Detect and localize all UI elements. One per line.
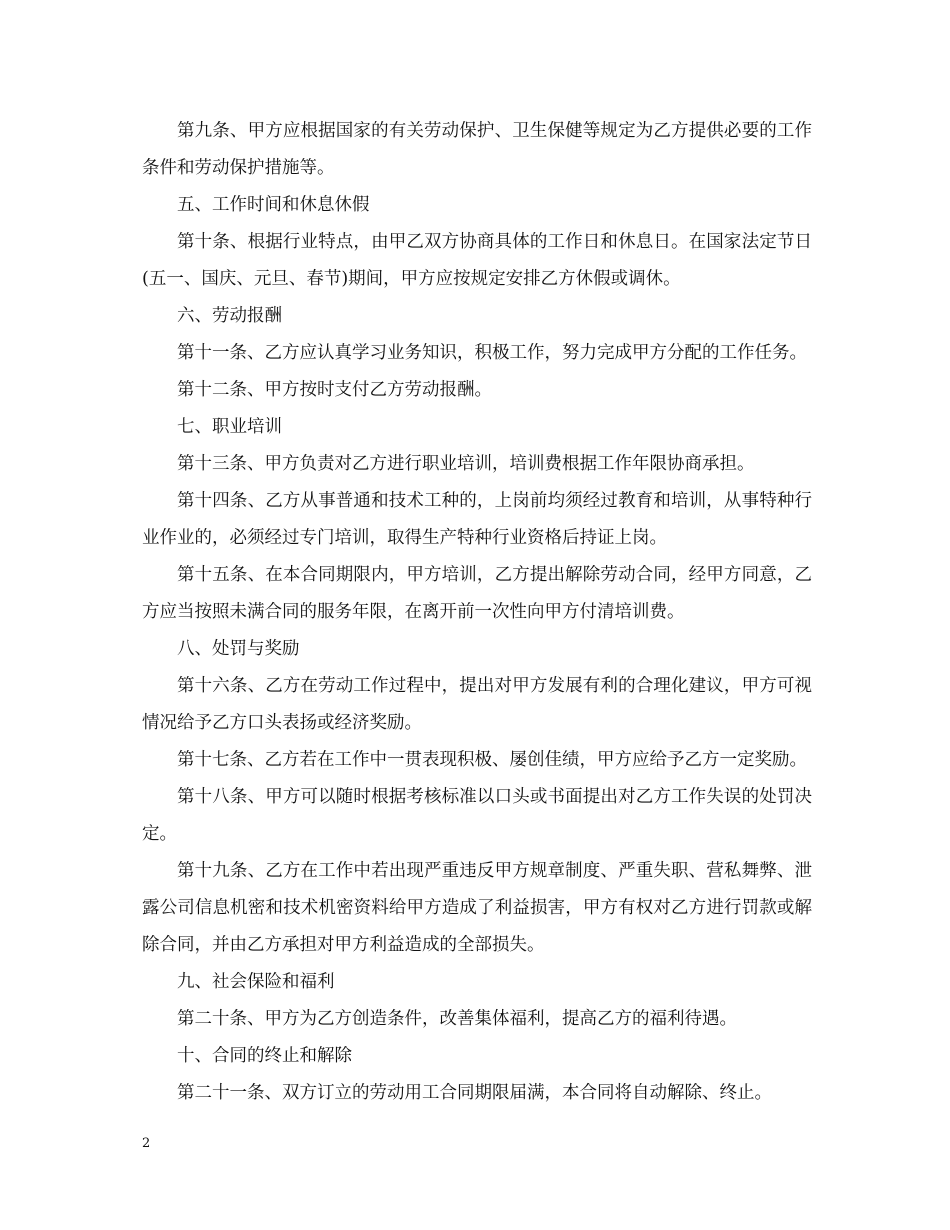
section-heading-penalty-reward: 八、处罚与奖励 bbox=[177, 639, 300, 659]
article-19: 第十九条、乙方在工作中若出现严重违反甲方规章制度、严重失职、营私舞弊、泄露公司信息机密和技术机密资料给甲方造成了利益损害，甲方有权对乙方进行罚款或解除合同，并由乙方承担对甲方利益造成的全部损失。 bbox=[142, 861, 812, 955]
section-heading-work-hours: 五、工作时间和休息休假 bbox=[177, 195, 370, 215]
article-21: 第二十一条、双方订立的劳动用工合同期限届满，本合同将自动解除、终止。 bbox=[177, 1083, 772, 1103]
document-body bbox=[142, 113, 812, 1112]
article-9: 第九条、甲方应根据国家的有关劳动保护、卫生保健等规定为乙方提供必要的工作条件和劳动保护措施等。 bbox=[142, 121, 812, 178]
section-heading-termination: 十、合同的终止和解除 bbox=[177, 1046, 352, 1066]
article-12: 第十二条、甲方按时支付乙方劳动报酬。 bbox=[177, 380, 492, 400]
article-16: 第十六条、乙方在劳动工作过程中，提出对甲方发展有利的合理化建议，甲方可视情况给予乙方口头表扬或经济奖励。 bbox=[142, 676, 812, 733]
article-11: 第十一条、乙方应认真学习业务知识，积极工作，努力完成甲方分配的工作任务。 bbox=[177, 343, 807, 363]
section-heading-remuneration: 六、劳动报酬 bbox=[177, 306, 282, 326]
article-20: 第二十条、甲方为乙方创造条件，改善集体福利，提高乙方的福利待遇。 bbox=[177, 1009, 737, 1029]
article-18: 第十八条、甲方可以随时根据考核标准以口头或书面提出对乙方工作失误的处罚决定。 bbox=[142, 787, 812, 844]
article-13: 第十三条、甲方负责对乙方进行职业培训，培训费根据工作年限协商承担。 bbox=[177, 454, 755, 474]
article-17: 第十七条、乙方若在工作中一贯表现积极、屡创佳绩，甲方应给予乙方一定奖励。 bbox=[177, 750, 807, 770]
page-number: 2 bbox=[142, 1136, 151, 1151]
section-heading-insurance-welfare: 九、社会保险和福利 bbox=[177, 972, 335, 992]
article-10: 第十条、根据行业特点，由甲乙双方协商具体的工作日和休息日。在国家法定节日(五一、国庆、元旦、春节)期间，甲方应按规定安排乙方休假或调休。 bbox=[142, 232, 812, 289]
article-14: 第十四条、乙方从事普通和技术工种的，上岗前均须经过教育和培训，从事特种行业作业的，必须经过专门培训，取得生产特种行业资格后持证上岗。 bbox=[142, 491, 812, 548]
section-heading-training: 七、职业培训 bbox=[177, 417, 282, 437]
article-15: 第十五条、在本合同期限内，甲方培训，乙方提出解除劳动合同，经甲方同意，乙方应当按照未满合同的服务年限，在离开前一次性向甲方付清培训费。 bbox=[142, 565, 812, 622]
